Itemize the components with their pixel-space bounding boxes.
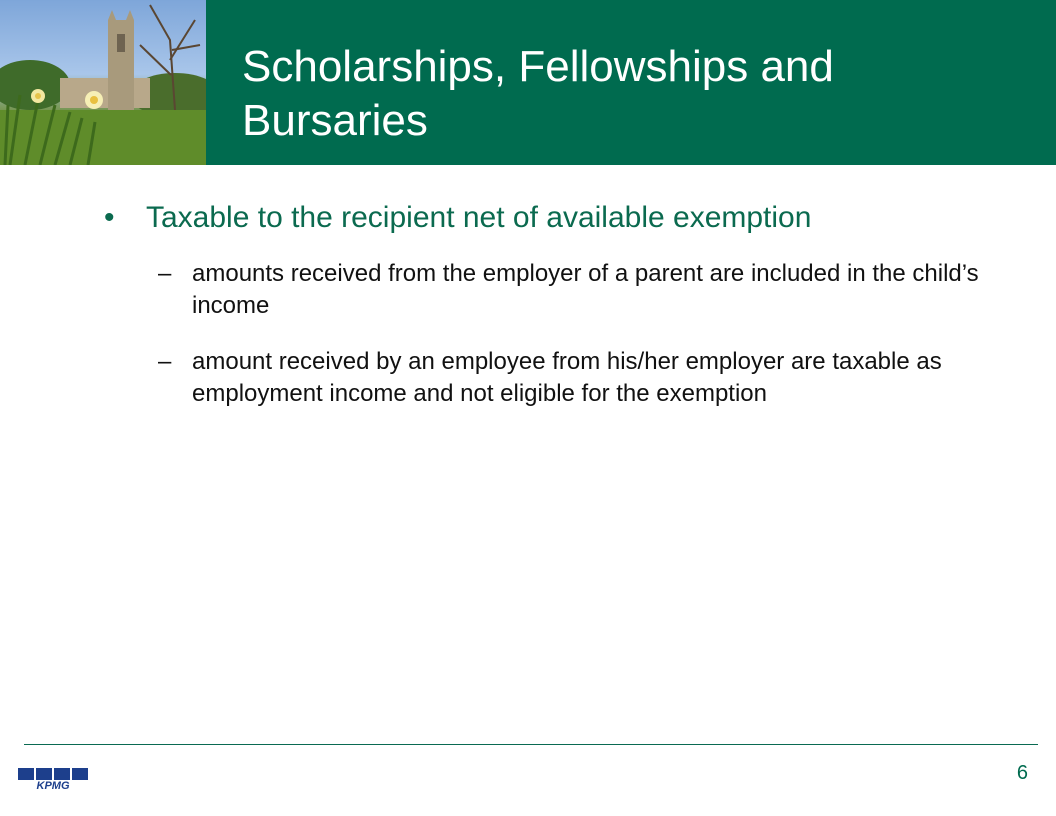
footer-divider [24, 744, 1038, 745]
campus-photo [0, 0, 206, 165]
bullet-text: Taxable to the recipient net of available exemption [146, 201, 812, 234]
sub-bullet-marker: – [158, 260, 172, 287]
bullet-marker: • [104, 201, 115, 234]
campus-illustration [0, 0, 206, 165]
title-bar [206, 0, 1056, 165]
sub-bullet-marker: – [158, 348, 172, 375]
page-number: 6 [1016, 762, 1028, 784]
logo-text: KPMG [36, 780, 70, 790]
kpmg-logo [18, 768, 88, 790]
sub-bullet-text: amounts received from the employer of a parent are included in the child’s income [192, 260, 979, 319]
slide-title: Scholarships, Fellowships and Bursaries [242, 42, 834, 145]
sub-bullet-text: amount received by an employee from his/her employer are taxable as employment income and not eligible for the exemption [192, 348, 942, 407]
